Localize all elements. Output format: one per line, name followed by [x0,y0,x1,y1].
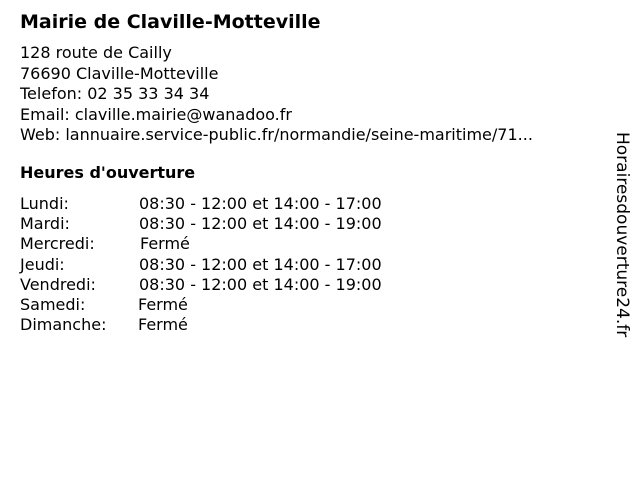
website-url: Web: lannuaire.service-public.fr/normandie/seine-maritime/71... [20,125,533,144]
watermark-text: Horairesdouverture24.fr [612,132,632,338]
page-title: Mairie de Claville-Motteville [20,11,321,33]
opening-hours-list [20,194,580,335]
hours-value: Fermé [140,234,190,254]
address-block [20,43,533,146]
hours-row-wednesday [20,234,580,254]
opening-hours-heading: Heures d'ouverture [20,163,196,182]
day-label: Lundi: [20,194,69,213]
day-label: Vendredi: [20,274,96,294]
site-watermark [612,132,632,372]
day-label: Mercredi: [20,234,95,254]
phone-number: Telefon: 02 35 33 34 34 [20,84,210,103]
day-label: Mardi: [20,214,70,234]
day-label: Jeudi: [20,254,65,274]
day-label: Dimanche: [20,315,107,335]
hours-row-saturday [20,295,580,315]
hours-value: Fermé [138,294,188,314]
city-postal-code: 76690 Claville-Motteville [20,63,219,83]
street-address: 128 route de Cailly [20,43,172,62]
hours-value: 08:30 - 12:00 et 14:00 - 19:00 [139,214,382,234]
hours-row-thursday [20,255,580,275]
hours-value: 08:30 - 12:00 et 14:00 - 17:00 [139,254,382,274]
hours-row-friday [20,275,580,295]
hours-row-tuesday [20,214,580,234]
hours-value: 08:30 - 12:00 et 14:00 - 17:00 [139,194,382,213]
day-label: Samedi: [20,294,86,314]
email-address: Email: claville.mairie@wanadoo.fr [20,104,292,124]
hours-value: Fermé [138,315,188,335]
hours-row-monday [20,194,580,214]
hours-row-sunday [20,315,580,335]
hours-value: 08:30 - 12:00 et 14:00 - 19:00 [139,274,382,294]
